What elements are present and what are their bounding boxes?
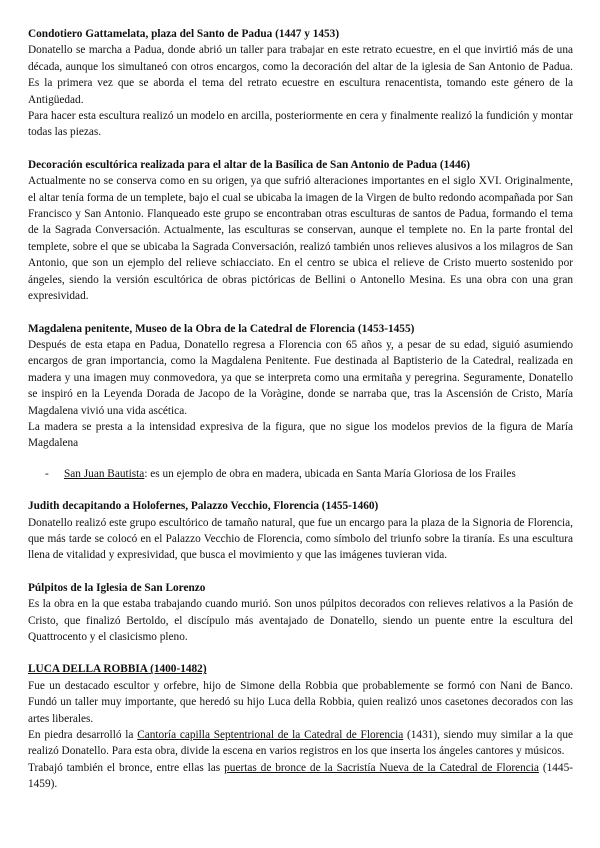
paragraph: Actualmente no se conserva como en su origen, ya que sufrió alteraciones importantes en el siglo XVI. Originalmente, el altar tenía forma de un templete, bajo el cual se ubicaba la imagen de la Virgen de bulto redondo acompañada por San Francisco y San Antonio. Flanqueado este grupo se encontraban otras esculturas de santos de Padua, formando el tema de la Sagrada Conversación. Actualmente, las esculturas se conservan, aunque el templete no. En la parte frontal del templete, sobre el que se ubicaba la Sagrada Conversación, realizó también unos relieves alusivos a los milagros de San Antonio, que son un ejemplo del relieve schiacciato. En el centro se ubica el relieve de Cristo muerto sostenido por ángeles, siendo la versión escultórica de obras pictóricas de Bellini o Antonello Mesina. Es una obra con una gran expresividad. xyxy=(28,175,573,303)
list-item-text: : es un ejemplo de obra en madera, ubicada en Santa María Gloriosa de los Frailes xyxy=(144,467,516,480)
text-span: (1445-1459). xyxy=(28,761,573,791)
section-judith xyxy=(28,498,573,564)
paragraph: Después de esta etapa en Padua, Donatello regresa a Florencia con 65 años y, a pesar de su edad, siguió asumiendo encargos de gran importancia, como la Magdalena Penitente. Fue destinada al Baptisterio de la Catedral, realizada en madera y una imagen muy conmovedora, ya que se interpreta como una ermitaña y peregrina. Seguramente, Donatello se inspiró en la Leyenda Dorada de Jacopo de la Voràgine, donde se narraba que, tras la Ascensión de Cristo, María Magdalena vivió una vida ascética. xyxy=(28,338,573,417)
section-title: Magdalena penitente, Museo de la Obra de la Catedral de Florencia (1453-1455) xyxy=(28,322,415,335)
cantoria-link[interactable]: Cantoría capilla Septentrional de la Catedral de Florencia xyxy=(137,729,404,742)
section-gattamelata xyxy=(28,26,573,141)
paragraph: Es la obra en la que estaba trabajando cuando murió. Son unos púlpitos decorados con relieves relativos a la Pasión de Cristo, que finalizó Bertoldo, el discípulo más aventajado de Donatello, siendo un puente entre la escultura del Quattrocento y el clasicismo pleno. xyxy=(28,598,573,643)
section-luca-della-robbia xyxy=(28,661,573,792)
section-title: Judith decapitando a Holofernes, Palazzo Vecchio, Florencia (1455-1460) xyxy=(28,500,379,513)
paragraph xyxy=(28,760,573,793)
text-span: En piedra desarrolló la xyxy=(28,729,138,742)
paragraph: Para hacer esta escultura realizó un modelo en arcilla, posteriormente en cera y finalmente realizó la fundición y montar todas las piezas. xyxy=(28,110,573,139)
section-altar-san-antonio xyxy=(28,157,573,305)
paragraph: Donatello realizó este grupo escultórico de tamaño natural, que fue un encargo para la plaza de la Signoria de Florencia, que más tarde se colocó en el Palazzo Vecchio de Florencia, como símbolo del triunfo sobre la tiranía. Es una escultura llena de vitalidad y expresividad, que busca el movimiento y que las imágenes tuvieran vida. xyxy=(28,516,573,562)
list-item xyxy=(45,466,573,482)
text-span: Trabajó también el bronce, entre ellas las xyxy=(28,761,225,774)
bullet-dash: - xyxy=(45,467,49,480)
section-title: LUCA DELLA ROBBIA (1400-1482) xyxy=(28,663,207,676)
section-title: Condotiero Gattamelata, plaza del Santo de Padua (1447 y 1453) xyxy=(28,28,340,40)
bullet-list xyxy=(28,466,573,482)
text-span: (1431), siendo muy similar a la que realizó Donatello. Para esta obra, divide la escena en varios registros en los que inserta los ángeles cantores y músicos. xyxy=(28,729,573,758)
paragraph: Donatello se marcha a Padua, donde abrió un taller para trabajar en este retrato ecuestre, en el que invirtió más de una década, aunque los simultaneó con otros encargos, como la decoración del altar de la iglesia de San Antonio de Padua. Es la primera vez que se aborda el tema del retrato ecuestre en escultura renacentista, tomando este género de la Antigüedad. xyxy=(28,44,573,106)
section-pulpitos xyxy=(28,580,573,646)
paragraph: Fue un destacado escultor y orfebre, hijo de Simone della Robbia que probablemente se formó con Nani de Banco. Fundó un taller muy importante, que heredó su hijo Luca della Robbia, quien realizó unos casetones decorados con las artes liberales. xyxy=(28,679,573,725)
section-magdalena xyxy=(28,321,573,452)
section-title: Decoración escultórica realizada para el altar de la Basílica de San Antonio de Padua (1446) xyxy=(28,158,471,171)
section-title: Púlpitos de la Iglesia de San Lorenzo xyxy=(28,581,206,594)
paragraph: La madera se presta a la intensidad expresiva de la figura, que no sigue los modelos previos de la figura de María Magdalena xyxy=(28,420,573,450)
paragraph xyxy=(28,727,573,760)
puertas-bronce-link[interactable]: puertas de bronce de la Sacristía Nueva de la Catedral de Florencia xyxy=(224,761,539,774)
san-juan-bautista-link[interactable]: San Juan Bautista xyxy=(64,467,145,480)
